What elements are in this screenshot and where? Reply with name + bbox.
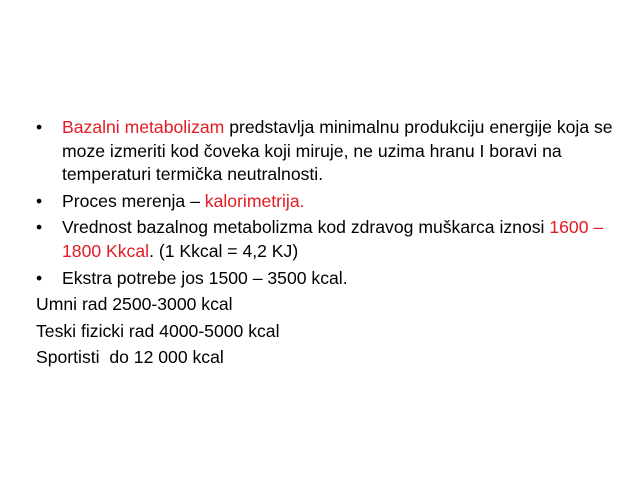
bullet-text: Ekstra potrebe jos 1500 – 3500 kcal. — [62, 267, 348, 288]
bullet-icon: • — [36, 117, 43, 137]
bullet-icon: • — [36, 267, 43, 288]
bullet-text: Proces merenja – — [62, 190, 205, 211]
line-sportisti: Sportisti do 12 000 kcal — [36, 347, 224, 368]
bullet-item-vrednost-bazalnog — [36, 216, 616, 263]
bullet-icon: • — [36, 217, 43, 238]
highlight-term: Bazalni metabolizam — [62, 117, 225, 137]
bullet-text: Vrednost bazalnog metabolizma kod zdravog muškarca iznosi — [62, 217, 550, 238]
bullet-icon: • — [36, 190, 43, 211]
bullet-text: predstavlja minimalnu produkciju energije koja se moze izmeriti kod čoveka koji miruje, ne uzima hranu I boravi na temperaturi termička neutralnosti. — [62, 117, 613, 185]
highlight-value: 1600 – 1800 Kkcal — [62, 217, 604, 261]
bullet-text-after: . (1 Kkcal = 4,2 KJ) — [149, 240, 299, 261]
line-umni-rad: Umni rad 2500-3000 kcal — [36, 294, 233, 315]
bullet-item-bazalni-metabolizam — [36, 116, 616, 187]
line-teski-fizicki-rad: Teski fizicki rad 4000-5000 kcal — [36, 320, 280, 341]
highlight-term: kalorimetrija. — [204, 190, 305, 211]
slide-content — [36, 116, 616, 373]
bullet-item-proces-merenja — [36, 190, 616, 214]
bullet-item-ekstra-potrebe — [36, 267, 616, 291]
